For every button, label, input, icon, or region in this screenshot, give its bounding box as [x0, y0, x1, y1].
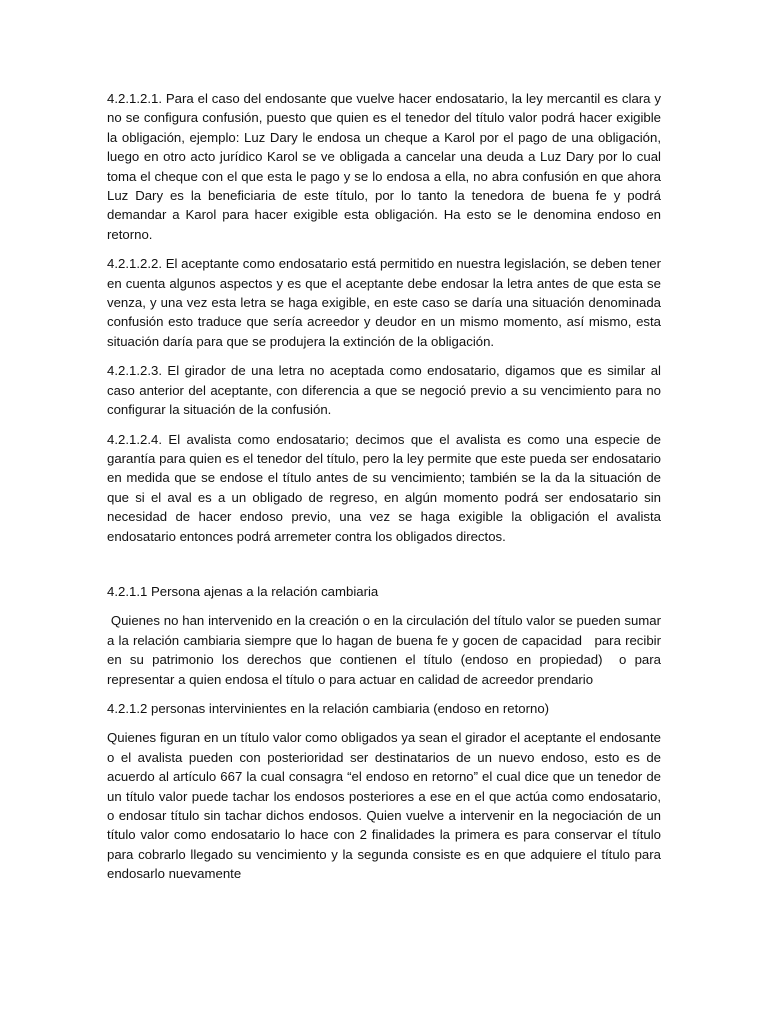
- section-heading-4-2-1-1: 4.2.1.1 Persona ajenas a la relación cambiaria: [107, 583, 379, 599]
- paragraph-endoso-en-retorno: Quienes figuran en un título valor como obligados ya sean el girador el aceptante el endosante o el avalista pueden con posterioridad ser destinatarios de un nuevo endoso, esto es de acuerdo al artículo 667 la cual consagra “el endoso en retorno” el cual dice que un tenedor de un título valor puede tachar los endosos posteriores a ese en el que actúa como endosatario, o endosar título sin tachar dichos endosos. Quien vuelve a intervenir en la negociación de un título valor como endosatario lo hace con 2 finalidades la primera es para conservar el título para cobrarlo llegado su vencimiento y la segunda consiste es en que adquiere el título para endosarlo nuevamente: [107, 730, 661, 882]
- document-body: [107, 89, 665, 894]
- blank-line: [107, 556, 661, 582]
- paragraph-4-2-1-2-4: 4.2.1.2.4. El avalista como endosatario; decimos que el avalista es como una especie de garantía para quien es el tenedor del título, pero la ley permite que este pueda ser endosatario en medida que se endose el título antes de su vencimiento; también se la da la situación de que si el aval es a un obligado de regreso, en algún momento podrá ser endosatario sin necesidad de hacer endoso previo, una vez se haga exigible la obligación el avalista endosatario entonces podrá arremeter contra los obligados directos.: [107, 431, 661, 544]
- section-heading-4-2-1-2: 4.2.1.2 personas intervinientes en la relación cambiaria (endoso en retorno): [107, 700, 550, 716]
- paragraph-4-2-1-2-2: 4.2.1.2.2. El aceptante como endosatario está permitido en nuestra legislación, se deben tener en cuenta algunos aspectos y es que el aceptante debe endosar la letra antes de que esta se venza, y una vez esta letra se haga exigible, en este caso se daría una situación denominada confusión esto traduce que sería acreedor y deudor en un mismo momento, así mismo, esta situación daría para que se produjera la extinción de la obligación.: [107, 256, 661, 349]
- paragraph-third-parties: Quienes no han intervenido en la creación o en la circulación del título valor se pueden sumar a la relación cambiaria siempre que lo hagan de buena fe y gocen de capacidad para recibir en su patrimonio los derechos que contienen el título (endoso en propiedad) o para representar a quien endosa el título o para actuar en calidad de acreedor prendario: [107, 613, 665, 687]
- paragraph-4-2-1-2-3: 4.2.1.2.3. El girador de una letra no aceptada como endosatario, digamos que es similar al caso anterior del aceptante, con diferencia a que se negoció previo a su vencimiento para no configurar la situación de la confusión.: [107, 363, 661, 418]
- paragraph-4-2-1-2-1: 4.2.1.2.1. Para el caso del endosante que vuelve hacer endosatario, la ley mercantil es clara y no se configura confusión, puesto que quien es el tenedor del título valor podrá hacer exigible la obligación, ejemplo: Luz Dary le endosa un cheque a Karol por el pago de una obligación, luego en otro acto jurídico Karol se ve obligada a cancelar una deuda a Luz Dary por lo cual toma el cheque con el que esta le pago y se lo endosa a ella, no abra confusión en que ahora Luz Dary es la beneficiaria de este título, por lo tanto la tenedora de buena fe y podrá demandar a Karol para hacer exigible esta obligación. Ha esto se le denomina endoso en retorno.: [107, 91, 661, 242]
